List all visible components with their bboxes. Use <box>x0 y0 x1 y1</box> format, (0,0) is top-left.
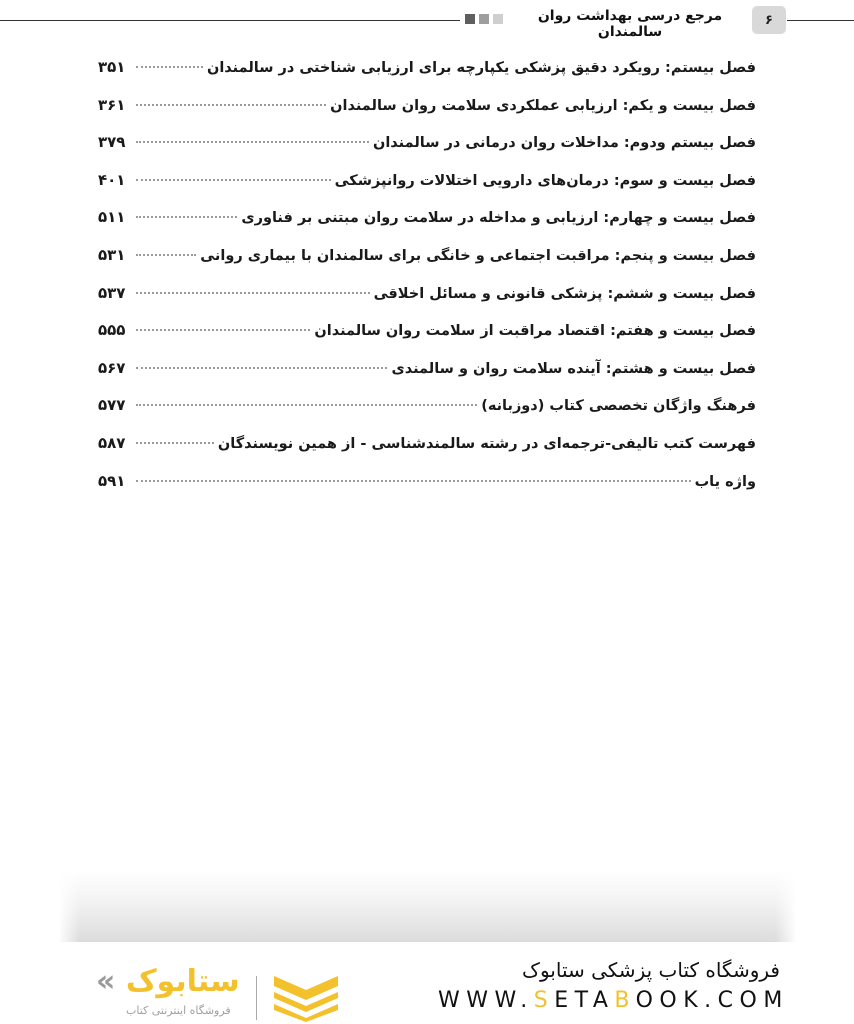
page-number-badge: ۶ <box>752 6 786 34</box>
toc-entry-page: ۵۷۷ <box>98 396 126 415</box>
page-footer <box>0 950 854 1024</box>
toc-entry[interactable] <box>98 96 756 134</box>
book-chevron-logo-icon <box>274 976 338 1022</box>
dot-leader <box>136 216 237 218</box>
table-of-contents <box>98 58 756 509</box>
toc-entry[interactable] <box>98 284 756 322</box>
toc-entry-page: ۵۸۷ <box>98 433 126 452</box>
toc-entry-title: فصل بیست و هشتم: آینده سلامت روان و سالمندی <box>391 360 756 377</box>
dot-leader <box>136 104 326 106</box>
toc-entry-page: ۴۰۱ <box>98 170 126 189</box>
dot-leader <box>136 367 387 369</box>
toc-entry-title: فهرست کتب تالیفی-ترجمه‌ای در رشته سالمندشناسی - از همین نویسندگان <box>217 435 756 452</box>
toc-entry-title: فرهنگ واژگان تخصصی کتاب (دوزبانه) <box>481 398 756 415</box>
toc-entry-title: فصل بیست و ششم: پزشکی قانونی و مسائل اخلاقی <box>373 285 756 302</box>
dot-leader <box>136 66 203 68</box>
toc-entry-page: ۵۵۵ <box>98 321 126 340</box>
dot-leader <box>136 141 369 143</box>
toc-entry-title: فصل بیستم: رویکرد دقیق پزشکی یکپارچه برای ارزیابی شناختی در سالمندان <box>206 60 756 76</box>
toc-entry-page: ۵۶۷ <box>98 358 126 377</box>
dot-leader <box>136 329 310 331</box>
url-part: ETA <box>554 988 615 1013</box>
toc-entry[interactable] <box>98 321 756 359</box>
toc-entry[interactable] <box>98 133 756 171</box>
logo-text: ستابوک <box>125 964 240 999</box>
toc-entry-page: ۵۹۱ <box>98 471 126 490</box>
url-part: WWW. <box>438 988 534 1013</box>
toc-entry[interactable] <box>98 472 756 510</box>
footer-shadow-band <box>60 870 795 942</box>
toc-entry[interactable] <box>98 359 756 397</box>
url-part-highlight: S <box>533 988 555 1013</box>
url-part: OOK.COM <box>635 988 789 1013</box>
logo-wordmark <box>96 964 240 999</box>
toc-entry-page: ۳۵۱ <box>98 58 126 76</box>
double-chevron-left-icon: « <box>96 964 116 999</box>
toc-entry-title: فصل بیستم ودوم: مداخلات روان درمانی در سالمندان <box>372 135 756 152</box>
toc-entry-title: فصل بیست و هفتم: اقتصاد مراقبت از سلامت روان سالمندان <box>314 323 756 340</box>
url-part-highlight: B <box>614 988 636 1013</box>
dot-leader <box>136 404 477 406</box>
toc-entry-page: ۵۳۱ <box>98 245 126 264</box>
header-rule-right <box>787 20 854 21</box>
toc-entry-page: ۳۷۹ <box>98 133 126 152</box>
header-squares <box>465 14 503 24</box>
toc-entry[interactable] <box>98 246 756 284</box>
dot-leader <box>136 442 214 444</box>
toc-entry-page: ۵۳۷ <box>98 283 126 302</box>
square-dark <box>465 14 475 24</box>
toc-entry-title: فصل بیست و چهارم: ارزیابی و مداخله در سلامت روان مبتنی بر فناوری <box>241 210 756 227</box>
running-title: مرجع درسی بهداشت روان سالمندان <box>537 8 723 40</box>
dot-leader <box>136 292 370 294</box>
toc-entry-page: ۵۱۱ <box>98 208 126 227</box>
toc-entry[interactable] <box>98 396 756 434</box>
page-header <box>0 0 854 40</box>
logo-tagline: فروشگاه اینترنتی کتاب <box>126 1004 231 1017</box>
toc-entry-title: فصل بیست و سوم: درمان‌های دارویی اختلالات روانپزشکی <box>334 172 756 189</box>
dot-leader <box>136 179 331 181</box>
toc-entry-title: فصل بیست و یکم: ارزیابی عملکردی سلامت روان سالمندان <box>330 97 756 114</box>
toc-entry-title: فصل بیست و پنجم: مراقبت اجتماعی و خانگی برای سالمندان با بیماری روانی <box>200 247 756 264</box>
dot-leader <box>136 480 691 482</box>
toc-entry[interactable] <box>98 171 756 209</box>
toc-entry[interactable] <box>98 434 756 472</box>
square-light <box>493 14 503 24</box>
setabook-logo[interactable] <box>96 962 346 1022</box>
toc-entry-page: ۳۶۱ <box>98 95 126 114</box>
logo-divider <box>256 976 257 1020</box>
store-url-link[interactable] <box>438 988 789 1013</box>
toc-entry[interactable] <box>98 58 756 96</box>
square-mid <box>479 14 489 24</box>
toc-entry-title: واژه یاب <box>694 473 756 490</box>
dot-leader <box>136 254 196 256</box>
store-name: فروشگاه کتاب پزشکی ستابوک <box>522 958 780 982</box>
header-rule-left <box>0 20 460 21</box>
toc-entry[interactable] <box>98 208 756 246</box>
